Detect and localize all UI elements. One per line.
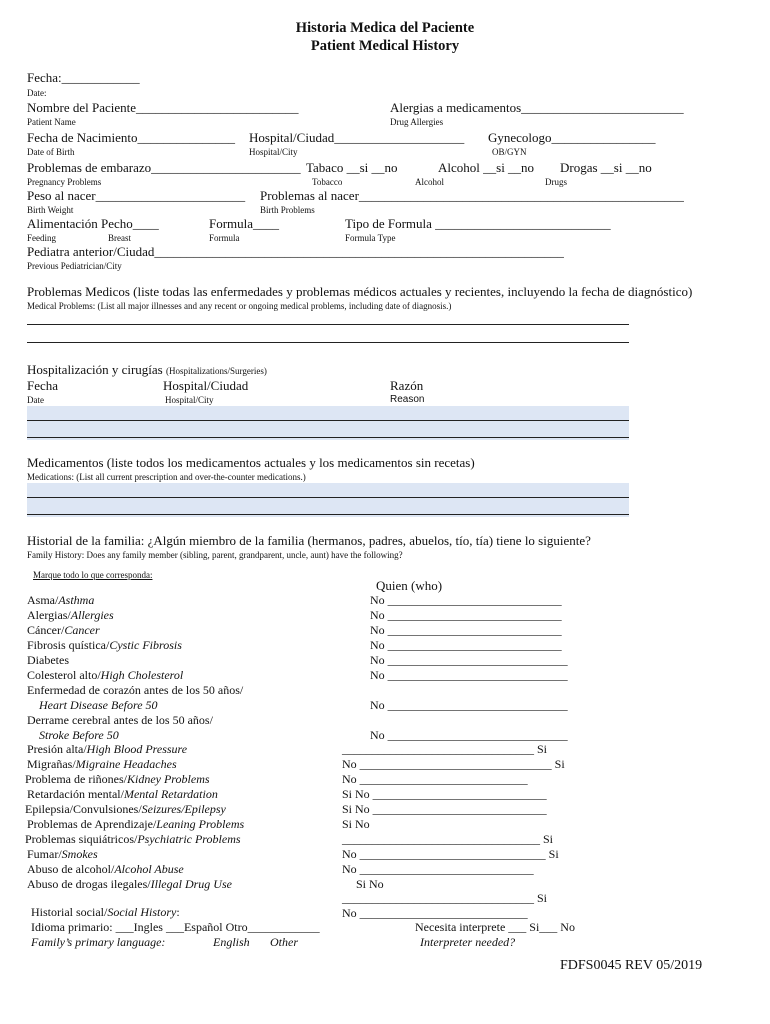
family-history-item-en: Mental Retardation: [123, 787, 218, 801]
family-history-item: [27, 757, 177, 772]
formula-type-label: Formula Type: [345, 233, 396, 243]
hospitalizations-heading: [27, 362, 267, 378]
primary-language-field[interactable]: Idioma primario: ___Ingles ___Español Otro____________: [31, 920, 320, 934]
family-history-item: [27, 877, 232, 892]
family-history-item-en: Alcohol Abuse: [114, 862, 184, 876]
family-history-item-es: Enfermedad de corazón antes de los 50 años/: [27, 683, 244, 697]
tobacco-label: Tobacco: [312, 177, 343, 187]
family-who-answer-field[interactable]: Si No _____________________________: [342, 802, 547, 816]
family-history-item-es: Retardación mental/: [27, 787, 124, 801]
drugs-label: Drugs: [545, 177, 567, 187]
medical-problems-heading: Problemas Medicos (liste todas las enfermedades y problemas médicos actuales y recientes, incluyendo la fecha de diagnóstico): [27, 284, 693, 299]
family-history-item: [27, 742, 187, 757]
family-history-item: [27, 638, 182, 653]
other-label: Other: [270, 935, 298, 949]
family-who-answer-field[interactable]: No ______________________________: [370, 668, 568, 682]
social-history-heading: Historial social/Social History:: [31, 905, 180, 919]
family-history-item: [25, 802, 226, 817]
family-who-answer-field[interactable]: No ________________________________ Si: [342, 757, 565, 771]
family-history-item-es: Cáncer/: [27, 623, 65, 637]
family-history-item: [25, 832, 241, 847]
family-history-item-es: Problema de riñones/: [25, 772, 127, 786]
medical-problems-line-1[interactable]: [27, 324, 629, 325]
hospital-field[interactable]: Hospital/Ciudad____________________: [249, 130, 465, 145]
family-history-item-en: Seizures/Epilepsy: [141, 802, 226, 816]
english-label: English: [213, 935, 250, 949]
previous-pediatrician-field[interactable]: Pediatra anterior/Ciudad_______________________________________________________________: [27, 244, 564, 259]
medications-line-1[interactable]: [27, 497, 629, 498]
family-history-item-en: Kidney Problems: [126, 772, 210, 786]
family-history-item-en: Allergies: [70, 608, 114, 622]
family-who-answer-field[interactable]: No ____________________________: [342, 772, 528, 786]
family-history-item-es: Fibrosis quística/: [27, 638, 110, 652]
interpreter-needed-label: [420, 935, 515, 950]
who-column-header: Quien (who): [376, 578, 443, 593]
family-who-answer-field[interactable]: ________________________________ Si: [342, 891, 548, 905]
medical-problems-line-2[interactable]: [27, 342, 629, 343]
page-subtitle: Patient Medical History: [310, 38, 460, 54]
family-history-item: [27, 593, 94, 608]
hosp-date-column-header: Fecha: [27, 378, 59, 393]
family-history-item-es: Asma/: [27, 593, 59, 607]
english-option-label: [213, 935, 250, 950]
family-who-answer-field[interactable]: _________________________________ Si: [342, 832, 554, 846]
pregnancy-problems-field[interactable]: Problemas de embarazo_______________________: [27, 160, 301, 175]
family-language-label: Family’s primary language:: [31, 935, 166, 949]
medications-line-2[interactable]: [27, 514, 629, 515]
family-history-item: [27, 683, 243, 698]
family-history-item-en: High Cholesterol: [100, 668, 184, 682]
breast-label: Breast: [108, 233, 131, 243]
birth-weight-label: Birth Weight: [27, 205, 74, 215]
family-history-item-es: Epilepsia/Convulsiones/: [25, 802, 142, 816]
feeding-label: Feeding: [27, 233, 56, 243]
social-history-heading-es: Historial social/: [31, 905, 108, 919]
family-history-item: [27, 847, 98, 862]
family-history-item-en: Migraine Headaches: [75, 757, 177, 771]
alcohol-label: Alcohol: [415, 177, 444, 187]
family-who-answer-field[interactable]: Si No: [342, 817, 370, 831]
date-label: Date:: [27, 88, 47, 98]
social-history-heading-en: Social History: [107, 905, 177, 919]
family-history-item-en: Stroke Before 50: [39, 728, 119, 742]
hosp-hospital-column-label: Hospital/City: [165, 395, 214, 405]
family-history-item: [39, 728, 119, 743]
drug-allergies-field[interactable]: Alergias a medicamentos_________________________: [390, 100, 684, 115]
family-history-item-en: Psychiatric Problems: [137, 832, 241, 846]
hospitalizations-heading-es: Hospitalización y cirugías: [27, 362, 163, 377]
hospitalizations-entry-area[interactable]: [27, 406, 629, 440]
birth-date-label: Date of Birth: [27, 147, 75, 157]
medications-heading: Medicamentos (liste todos los medicamentos actuales y los medicamentos sin recetas): [27, 455, 475, 470]
family-history-item-es: Derrame cerebral antes de los 50 años/: [27, 713, 213, 727]
family-who-answer-field[interactable]: No ______________________________: [370, 653, 568, 667]
family-who-answer-field[interactable]: No ______________________________: [370, 728, 568, 742]
family-history-item: [39, 698, 158, 713]
family-history-subheading: Family History: Does any family member (sibling, parent, grandparent, uncle, aunt) have the following?: [27, 550, 403, 560]
family-history-item-es: Abuso de drogas ilegales/: [27, 877, 151, 891]
family-who-answer-field[interactable]: No _______________________________ Si: [342, 847, 559, 861]
family-history-item-es: Abuso de alcohol/: [27, 862, 115, 876]
drug-allergies-label: Drug Allergies: [390, 117, 444, 127]
primary-language-label: [31, 935, 165, 950]
family-who-answer-field[interactable]: No _____________________________: [370, 638, 562, 652]
medical-problems-subheading: Medical Problems: (List all major illnesses and any recent or ongoing medical problems, including date of diagnosis.): [27, 301, 452, 311]
family-history-item: [27, 787, 218, 802]
pregnancy-problems-label: Pregnancy Problems: [27, 177, 102, 187]
hospital-label: Hospital/City: [249, 147, 298, 157]
previous-pediatrician-label: Previous Pediatrician/City: [27, 261, 122, 271]
family-history-item-en: Smokes: [61, 847, 98, 861]
breastfeeding-field[interactable]: Alimentación Pecho____: [27, 216, 159, 231]
family-history-item-es: Alergias/: [27, 608, 71, 622]
family-who-answer-field[interactable]: ________________________________ Si: [342, 742, 548, 756]
date-field[interactable]: Fecha:____________: [27, 70, 140, 85]
family-who-answer-field[interactable]: No _____________________________: [370, 608, 562, 622]
family-history-item-es: Diabetes: [27, 653, 69, 667]
birth-problems-label: Birth Problems: [260, 205, 315, 215]
family-history-item: [27, 817, 244, 832]
birth-weight-field[interactable]: Peso al nacer_______________________: [27, 188, 246, 203]
family-history-item-es: Problemas de Aprendizaje/: [27, 817, 157, 831]
family-history-item-en: Heart Disease Before 50: [39, 698, 158, 712]
family-history-item-es: Migrañas/: [27, 757, 76, 771]
family-history-item: [27, 623, 100, 638]
drugs-field[interactable]: Drogas __si __no: [560, 160, 652, 175]
hospitalizations-line-2[interactable]: [27, 437, 629, 438]
family-history-item-es: Presión alta/: [27, 742, 87, 756]
hosp-hospital-column-header: Hospital/Ciudad: [163, 378, 249, 393]
hospitalizations-line-1[interactable]: [27, 420, 629, 421]
family-who-answer-field[interactable]: No _____________________________: [370, 623, 562, 637]
family-history-item-es: Fumar/: [27, 847, 62, 861]
family-history-item: [27, 668, 183, 683]
family-who-answer-field[interactable]: No ____________________________: [342, 906, 528, 920]
family-history-heading: Historial de la familia: ¿Algún miembro de la familia (hermanos, padres, abuelos, tío, tía) tiene lo siguiente?: [27, 533, 591, 548]
birth-date-field[interactable]: Fecha de Nacimiento_______________: [27, 130, 235, 145]
hosp-reason-column-label: Reason: [390, 394, 425, 405]
family-history-item-en: Illegal Drug Use: [150, 877, 232, 891]
patient-name-label: Patient Name: [27, 117, 76, 127]
hosp-date-column-label: Date: [27, 395, 44, 405]
birth-problems-field[interactable]: Problemas al nacer__________________________________________________: [260, 188, 684, 203]
family-history-item-es: Colesterol alto/: [27, 668, 101, 682]
family-history-item-en: Asthma: [58, 593, 95, 607]
family-history-item: [27, 653, 69, 668]
gynecologist-field[interactable]: Gynecologo________________: [488, 130, 656, 145]
patient-name-field[interactable]: Nombre del Paciente_________________________: [27, 100, 299, 115]
family-who-answer-field[interactable]: No _____________________________: [342, 862, 534, 876]
medications-subheading: Medications: (List all current prescription and over-the-counter medications.): [27, 472, 306, 482]
family-history-item: [25, 772, 210, 787]
family-who-answer-field[interactable]: Si No: [356, 877, 384, 891]
family-who-answer-field[interactable]: Si No _____________________________: [342, 787, 547, 801]
interpreter-needed-field[interactable]: Necesita interprete ___ Si___ No: [415, 920, 575, 934]
family-history-item-en: Cystic Fibrosis: [109, 638, 182, 652]
alcohol-field[interactable]: Alcohol __si __no: [438, 160, 535, 175]
formula-field[interactable]: Formula____: [209, 216, 280, 231]
hosp-reason-column-header: Razón: [390, 378, 424, 393]
mark-all-instruction: Marque todo lo que corresponda:: [33, 570, 153, 580]
page-title: Historia Medica del Paciente: [295, 20, 475, 36]
formula-label: Formula: [209, 233, 240, 243]
gynecologist-label: OB/GYN: [492, 147, 527, 157]
formula-type-field[interactable]: Tipo de Formula ___________________________: [345, 216, 611, 231]
family-history-item-en: Cancer: [64, 623, 100, 637]
family-who-answer-field[interactable]: No ______________________________: [370, 698, 568, 712]
family-history-item: [27, 608, 114, 623]
hospitalizations-heading-en: (Hospitalizations/Surgeries): [166, 366, 267, 376]
family-history-item-es: Problemas siquiátricos/: [25, 832, 138, 846]
family-history-item: [27, 713, 213, 728]
family-history-item: [27, 862, 184, 877]
family-who-answer-field[interactable]: No _____________________________: [370, 593, 562, 607]
medications-entry-area[interactable]: [27, 483, 629, 517]
form-code: FDFS0045 REV 05/2019: [560, 958, 703, 973]
family-history-item-en: Leaning Problems: [156, 817, 245, 831]
interpreter-label: Interpreter needed?: [420, 935, 516, 949]
tobacco-field[interactable]: Tabaco __si __no: [306, 160, 398, 175]
family-history-item-en: High Blood Pressure: [86, 742, 188, 756]
other-option-label: [270, 935, 298, 950]
